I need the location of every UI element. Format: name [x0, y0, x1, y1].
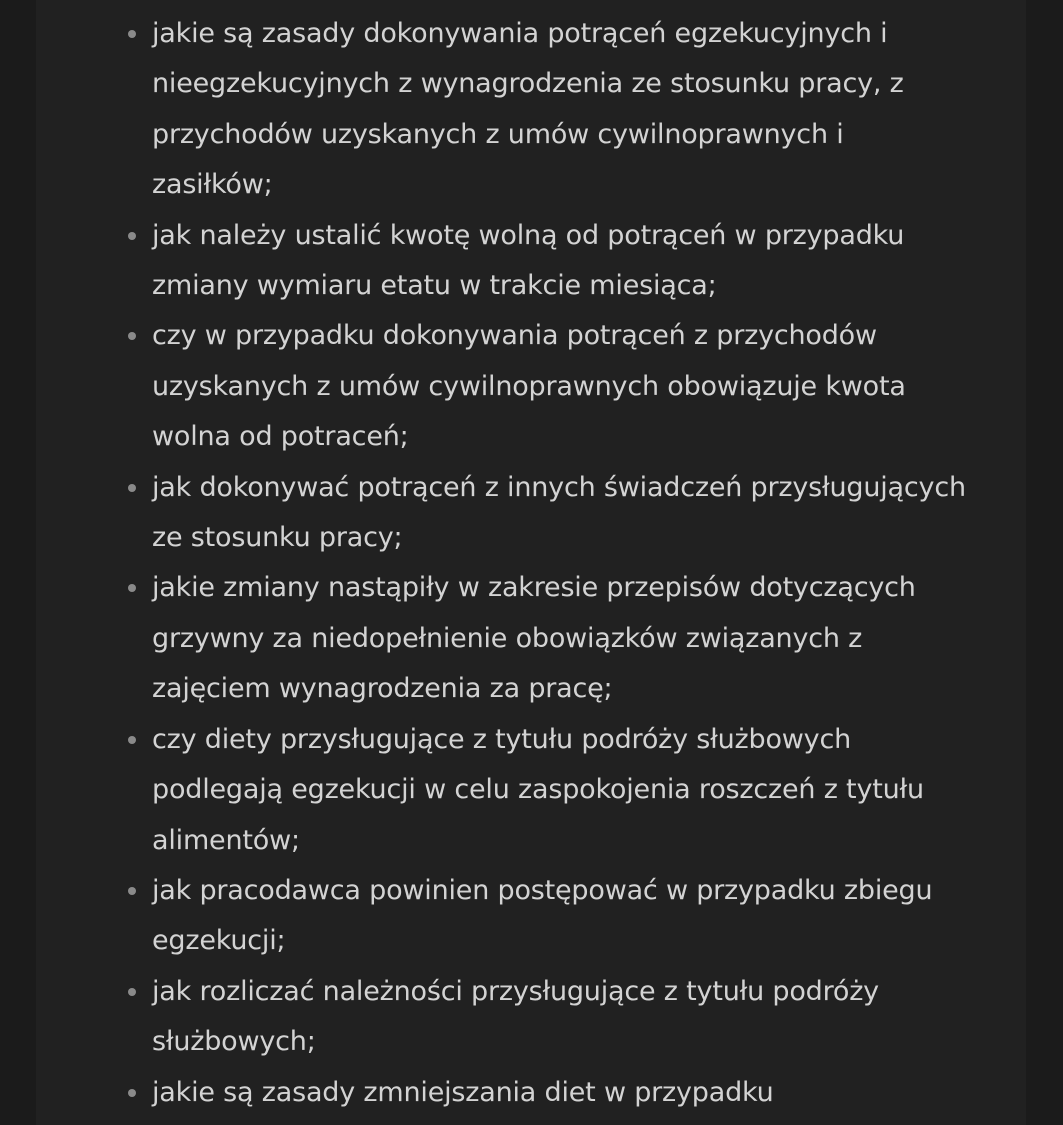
list-item-text: jak dokonywać potrąceń z innych świadczeń przysługujących ze stosunku pracy;: [152, 471, 966, 554]
bullet-dot-icon: [128, 736, 136, 744]
list-item: [152, 9, 967, 211]
bullet-list: [152, 9, 967, 1118]
list-item: [152, 715, 967, 866]
list-item: [152, 1068, 967, 1118]
list-item: [152, 463, 967, 564]
list-item-text: jakie są zasady zmniejszania diet w przypadku: [152, 1076, 774, 1108]
bullet-dot-icon: [128, 232, 136, 240]
list-item: [152, 967, 967, 1068]
list-item-text: czy diety przysługujące z tytułu podróży służbowych podlegają egzekucji w celu zaspokojenia roszczeń z tytułu alimentów;: [152, 723, 924, 856]
list-item: [152, 866, 967, 967]
bullet-dot-icon: [128, 988, 136, 996]
list-item-text: jak pracodawca powinien postępować w przypadku zbiegu egzekucji;: [152, 874, 933, 957]
list-item-text: jakie są zasady dokonywania potrąceń egzekucyjnych i nieegzekucyjnych z wynagrodzenia ze stosunku pracy, z przychodów uzyskanych z umów cywilnoprawnych i zasiłków;: [152, 18, 904, 201]
bullet-dot-icon: [128, 1089, 136, 1097]
list-item: [152, 311, 967, 462]
bullet-dot-icon: [128, 887, 136, 895]
list-item: [152, 563, 967, 714]
list-item: [152, 211, 967, 312]
bullet-dot-icon: [128, 30, 136, 38]
list-item-text: jak rozliczać należności przysługujące z tytułu podróży służbowych;: [152, 975, 879, 1058]
list-item-text: czy w przypadku dokonywania potrąceń z przychodów uzyskanych z umów cywilnoprawnych obowiązuje kwota wolna od potraceń;: [152, 320, 906, 453]
list-item-text: jakie zmiany nastąpiły w zakresie przepisów dotyczących grzywny za niedopełnienie obowiązków związanych z zajęciem wynagrodzenia za pracę;: [152, 572, 916, 705]
list-item-text: jak należy ustalić kwotę wolną od potrąceń w przypadku zmiany wymiaru etatu w trakcie miesiąca;: [152, 219, 905, 302]
bullet-dot-icon: [128, 484, 136, 492]
